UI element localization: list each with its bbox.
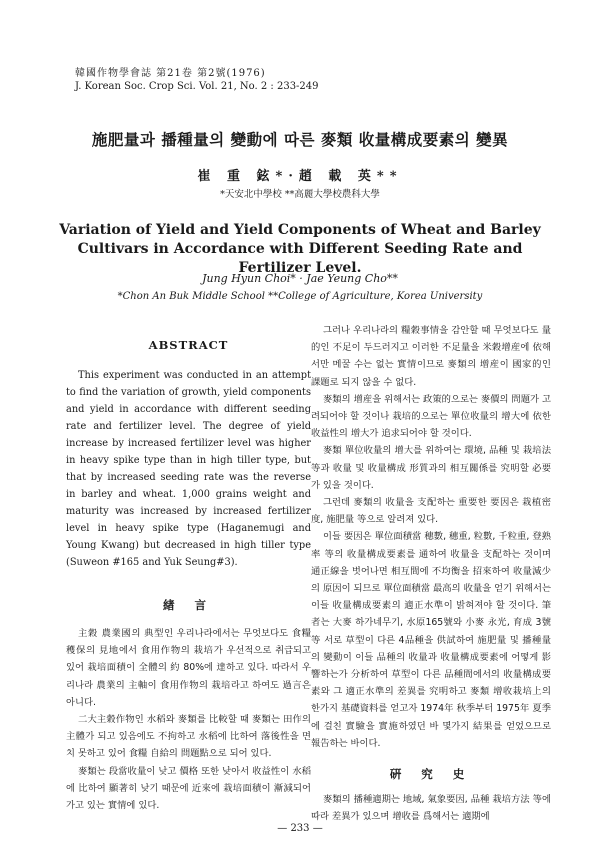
authors-english: Jung Hyun Choi* · Jae Yeung Cho** <box>202 272 398 285</box>
left-column <box>66 337 311 814</box>
title-english: Variation of Yield and Yield Components of Wheat and Barley Cultivars in Accordance with Different Seeding Rate and Fertilizer Level. <box>59 222 541 276</box>
paragraph: 主穀 農業國의 典型인 우리나라에서는 무엇보다도 食糧穫保의 見地에서 食用作物의 栽培가 우선적으로 취급되고 있어 栽培面積이 全體의 約 80%에 達하고 있다. 따라서 우리나라 農業의 主軸이 食用作物의 栽培라고 하여도 過言은 아니다. <box>66 628 311 708</box>
paragraph: 二大主穀作物인 水稻와 麥類를 比較할 때 麥類는 田作의 主體가 되고 있음에도 不拘하고 水稻에 比하여 落後性을 면치 못하고 있어 食糧 自給의 問題點으로 되어 있다. <box>66 714 311 760</box>
intro-heading: 緖 言 <box>162 598 214 612</box>
paragraph: 麥類 單位收量의 增大를 위하여는 環境, 品種 및 栽培法等과 收量 및 收量構成 形質과의 相互關係를 究明할 必要가 있을 것이다. <box>311 445 551 491</box>
abstract-text: This experiment was conducted in an attempt to find the variation of growth, yield components and yield in accordance with different seeding rate and fertilizer level. The degree of yield increase by increased fertilizer level was higher in heavy spike type than in high tiller type, but that by increased seeding rate was the reverse in barley and wheat. 1,000 grains weight and maturity was increased by increased fertilizer level in heavy spike type (Haganemugi and Young Kwang) but decreased in high tiller type (Suweon #165 and Yuk Seung#3). <box>66 370 311 568</box>
intro-left-part <box>66 625 311 814</box>
paragraph: 麥類의 增産을 위해서는 政策的으로는 麥價의 問題가 고려되어야 할 것이나 栽培的으로는 單位收量의 增大에 依한 收益性의 增大가 追求되어야 할 것이다. <box>311 393 551 440</box>
page-number: — 233 — <box>277 823 323 834</box>
journal-citation <box>75 67 319 93</box>
abstract-heading: ABSTRACT <box>148 338 229 352</box>
title-korean: 施肥量과 播種量의 變動에 따른 麥類 收量構成要素의 變異 <box>91 130 509 149</box>
abstract-section <box>66 367 311 571</box>
right-column <box>311 322 551 826</box>
affiliation-english: *Chon An Buk Middle School **College of Agriculture, Korea University <box>117 291 483 302</box>
paragraph: 이들 要因은 單位面積當 穗數, 穗重, 粒數, 千粒重, 登熟率 等의 收量構成要素를 通하여 收量을 支配하는 것이며 通正線을 벗어나면 相互間에 不均衡을 招來하여 收量減少의 原因이 되므로 單位面積當 最高의 收量을 얻기 위해서는 이들 收量構成要素의 適正水準이 밝혀져야 할 것이다. 筆者는 大麥 하가네무기, 水原165號와 小麥 永光, 育成 3號 等 서로 草型이 다른 4品種을 供試하여 施肥量 및 播種量의 變動이 이들 品種의 收量과 收量構成要素에 어떻게 影響하는가 分析하여 草型이 다른 品種間에서의 收量構成要素와 그 適正水準의 差異를 究明하고 麥類 增收栽培上의 한가지 基礎資料를 얻고자 1974年 秋季부터 1975年 夏季에 걸친 實驗을 實施하였던 바 몇가지 結果를 얻었으므로 報告하는 바이다. <box>311 531 551 749</box>
journal-citation-english: J. Korean Soc. Crop Sci. Vol. 21, No. 2 : 233-249 <box>75 81 319 92</box>
paragraph: 그런데 麥類의 收量을 支配하는 重要한 要因은 栽植密度, 施肥量 等으로 알려져 있다. <box>311 497 551 526</box>
paragraph: 麥類의 播種適期는 地域, 氣象要因, 品種 栽培方法 等에 따라 差異가 있으며 增收를 爲해서는 適期에 <box>311 794 551 823</box>
paragraph: 麥類는 段當收量이 낮고 價格 또한 낮아서 收益性이 水稻에 比하여 顯著히 낮기 때문에 近來에 栽培面積이 漸減되어 가고 있는 實情에 있다. <box>66 765 311 812</box>
history-heading: 硏 究 史 <box>389 767 473 782</box>
journal-citation-korean: 韓國作物學會誌 第21卷 第2號(1976) <box>75 68 266 79</box>
affiliation-korean: *天安北中學校 **高麗大學校農科大學 <box>220 189 380 200</box>
paragraph: 그러나 우리나라의 糧穀事情을 감안할 때 무엇보다도 量的인 不足이 두드러지고 이러한 不足量을 米穀增産에 依해서만 메꿀 수는 없는 實情이므로 麥類의 增産이 國家的인 課題로 되지 않을 수 없다. <box>311 325 551 388</box>
authors-korean: 崔 重 鉉*·趙 載 英** <box>197 169 403 184</box>
